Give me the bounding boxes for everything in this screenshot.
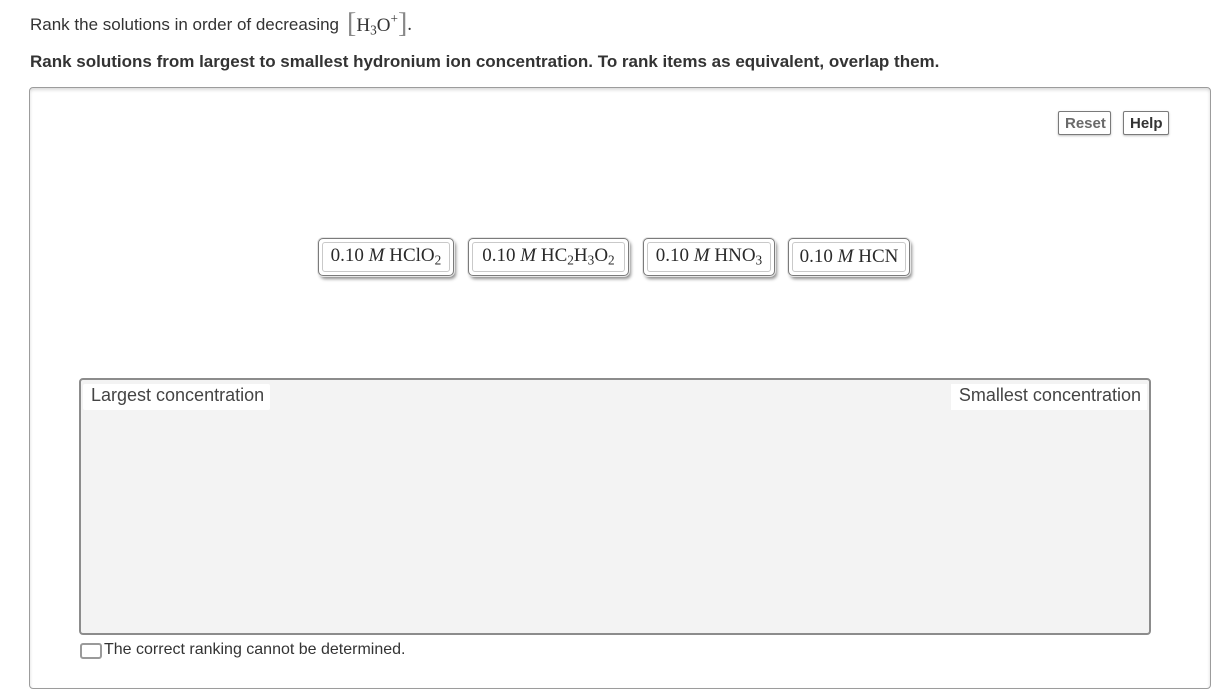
draggable-item-hc2h3o2[interactable] <box>468 238 629 276</box>
item-label: 0.10 M $HNO_3$ <box>655 245 763 268</box>
prompt-text: Rank the solutions in order of decreasing <box>30 15 340 34</box>
prompt-period: . <box>407 14 413 35</box>
right-bracket: ] <box>397 8 408 39</box>
draggable-item-hcn[interactable] <box>788 238 910 276</box>
item-label: 0.10 M $HC_2H_3O_2$ <box>482 245 615 268</box>
largest-concentration-label: Largest concentration <box>83 384 270 410</box>
draggable-item-hno3[interactable] <box>643 238 775 276</box>
ranking-drop-zone[interactable] <box>79 378 1151 635</box>
instructions: Rank solutions from largest to smallest hydronium ion concentration. To rank items as equivalent, overlap them. <box>30 52 940 71</box>
item-label: 0.10 M HClO$_2$ <box>330 245 442 268</box>
help-button[interactable]: Help <box>1123 111 1169 135</box>
question-prompt <box>30 8 413 39</box>
footer-checkbox-label <box>104 641 406 649</box>
reset-button[interactable]: Reset <box>1058 111 1111 135</box>
draggable-item-hclo2[interactable] <box>318 238 454 276</box>
item-label: 0.10 M HCN <box>799 246 899 267</box>
footer-checkbox[interactable] <box>80 643 102 659</box>
hydronium-formula: $H_3O^+$ <box>356 11 398 38</box>
left-bracket: [ <box>347 8 357 39</box>
smallest-concentration-label: Smallest concentration <box>951 384 1147 410</box>
